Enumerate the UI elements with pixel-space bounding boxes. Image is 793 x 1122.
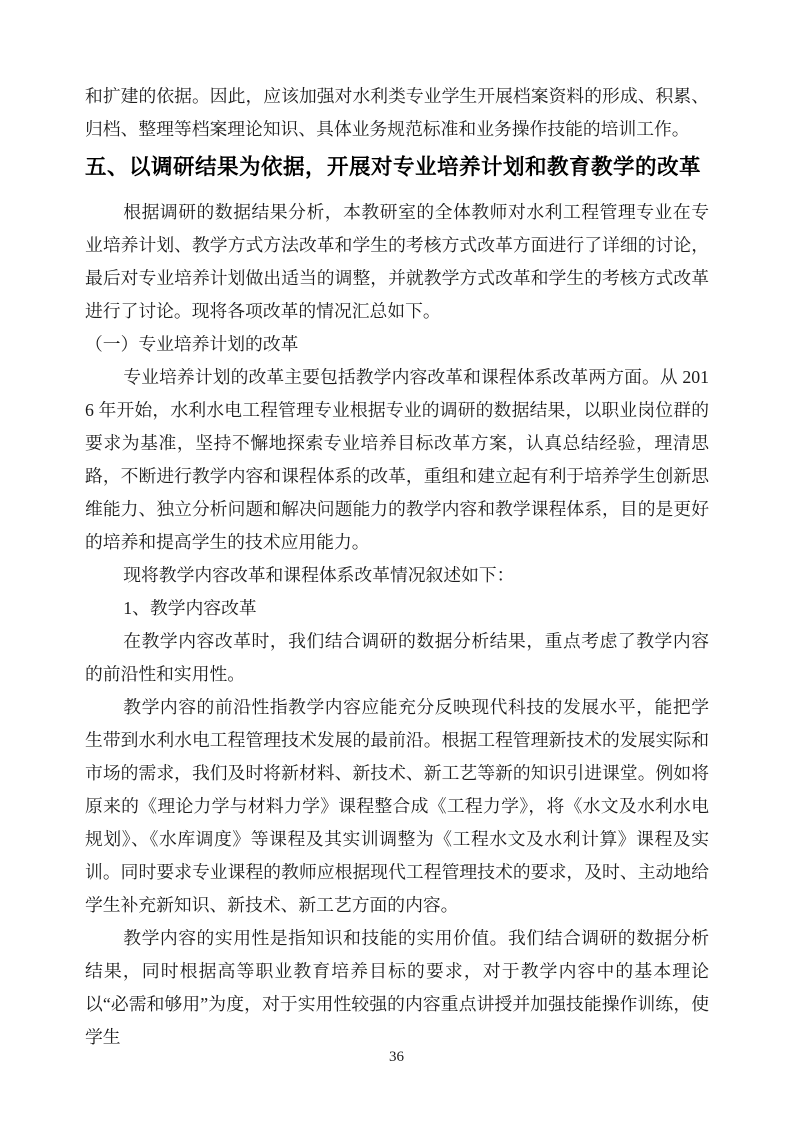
page-footer <box>0 1048 793 1066</box>
subsection-heading: （一）专业培养计划的改革 <box>85 334 299 354</box>
paragraph-continued: 和扩建的依据。因此，应该加强对水利类专业学生开展档案资料的形成、积累、归档、整理等档案理论知识、具体业务规范标准和业务操作技能的培训工作。 <box>85 86 709 139</box>
paragraph: 1、教学内容改革 <box>123 598 257 618</box>
paragraph: 现将教学内容改革和课程体系改革情况叙述如下： <box>123 565 515 585</box>
paragraph: 专业培养计划的改革主要包括教学内容改革和课程体系改革两方面。从 2016 年开始，水利水电工程管理专业根据专业的调研的数据结果，以职业岗位群的要求为基准，坚持不懈地探索专业培养目标改革方案，认真总结经验，理清思路，不断进行教学内容和课程体系的改革，重组和建立起有利于培养学生创新思维能力、独立分析问题和解决问题能力的教学内容和教学课程体系，目的是更好的培养和提高学生的技术应用能力。 <box>85 367 709 552</box>
page-number: 36 <box>389 1049 404 1065</box>
paragraph: 教学内容的实用性是指知识和技能的实用价值。我们结合调研的数据分析结果，同时根据高等职业教育培养目标的要求，对于教学内容中的基本理论以“必需和够用”为度，对于实用性较强的内容重点讲授并加强技能操作训练，使学生 <box>85 928 709 1047</box>
paragraph: 在教学内容改革时，我们结合调研的数据分析结果，重点考虑了教学内容的前沿性和实用性。 <box>85 631 709 684</box>
document-body <box>85 80 709 1054</box>
section-heading: 五、以调研结果为依据，开展对专业培养计划和教育教学的改革 <box>85 155 702 179</box>
paragraph: 教学内容的前沿性指教学内容应能充分反映现代科技的发展水平，能把学生带到水利水电工程管理技术发展的最前沿。根据工程管理新技术的发展实际和市场的需求，我们及时将新材料、新技术、新工艺等新的知识引进课堂。例如将原来的《理论力学与材料力学》课程整合成《工程力学》，将《水文及水利水电规划》、《水库调度》等课程及其实训调整为《工程水文及水利计算》课程及实训。同时要求专业课程的教师应根据现代工程管理技术的要求，及时、主动地给学生补充新知识、新技术、新工艺方面的内容。 <box>85 697 709 915</box>
paragraph: 根据调研的数据结果分析，本教研室的全体教师对水利工程管理专业在专业培养计划、教学方式方法改革和学生的考核方式改革方面进行了详细的讨论，最后对专业培养计划做出适当的调整，并就教学方式改革和学生的考核方式改革进行了讨论。现将各项改革的情况汇总如下。 <box>85 202 709 321</box>
